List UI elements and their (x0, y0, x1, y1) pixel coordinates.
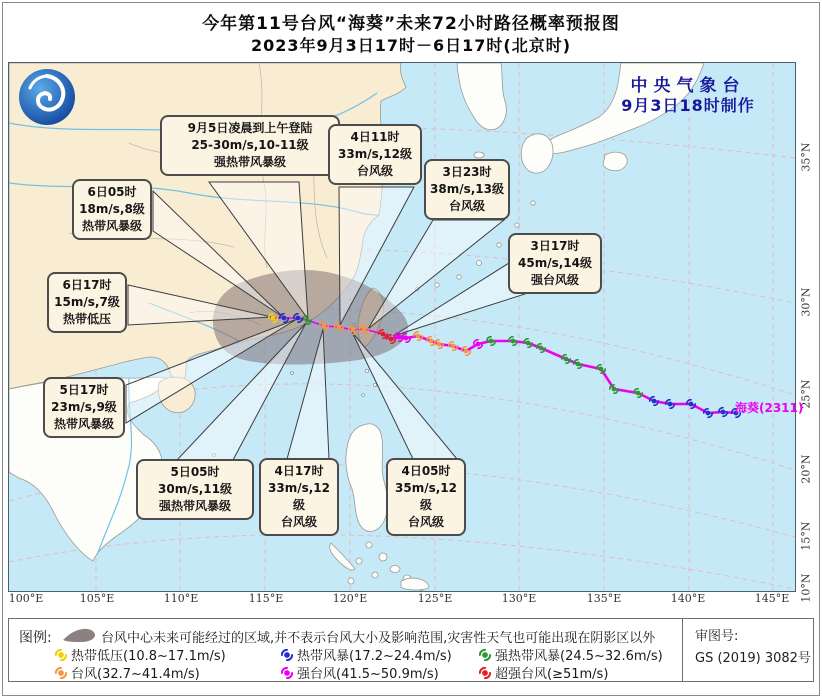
legend-item-ty: 台风(32.7~41.4m/s) (55, 663, 200, 682)
agency-stamp (588, 76, 788, 116)
agency-name: 中央气象台 (630, 76, 746, 96)
ts-icon (281, 649, 293, 661)
legend-item-td: 热带低压(10.8~17.1m/s) (55, 645, 226, 664)
lat-label-25n: 25°N (799, 379, 813, 409)
legend-item-sty: 强台风(41.5~50.9m/s) (281, 663, 439, 682)
review-number: GS (2019) 3082号 (695, 651, 811, 666)
forecast-label-d4h11: 4日11时 33m/s,12级 台风级 (328, 124, 422, 185)
lon-label-120e: 120°E (332, 592, 368, 605)
legend-item-ts: 热带风暴(17.2~24.4m/s) (281, 645, 452, 664)
ty-icon (55, 667, 67, 679)
forecast-label-d6h17: 6日17时 15m/s,7级 热带低压 (47, 272, 127, 333)
lat-label-10n: 10°N (799, 573, 813, 603)
kyushu (521, 134, 553, 173)
lon-label-115e: 115°E (248, 592, 284, 605)
lon-label-110e: 110°E (163, 592, 199, 605)
forecast-label-d4h17: 4日17时 33m/s,12级 台风级 (259, 458, 339, 536)
legend-item-sts: 强热带风暴(24.5~32.6m/s) (479, 645, 663, 664)
sts-icon (479, 649, 491, 661)
lon-label-100e: 100°E (8, 592, 44, 605)
lon-label-135e: 135°E (586, 592, 622, 605)
legend-panel (8, 618, 683, 682)
lat-label-15n: 15°N (799, 521, 813, 551)
cma-logo-icon (16, 66, 78, 128)
lat-label-20n: 20°N (799, 454, 813, 484)
forecast-label-d3h17: 3日17时 45m/s,14级 强台风级 (508, 233, 602, 294)
superty-icon (479, 667, 491, 679)
luzon (346, 424, 388, 532)
korea-peninsula (457, 63, 506, 130)
td-icon (55, 649, 67, 661)
forecast-label-d5h17: 5日17时 23m/s,9级 热带风暴级 (43, 377, 125, 438)
forecast-label-landfall: 9月5日凌晨到上午登陆 25-30m/s,10-11级 强热带风暴级 (160, 115, 340, 176)
typhoon-track-line (383, 334, 736, 413)
forecast-label-d3h23: 3日23时 38m/s,13级 台风级 (424, 159, 510, 220)
map-subtitle: 2023年9月3日17时－6日17时(北京时) (250, 36, 572, 55)
cone-note: 台风中心未来可能经过的区域,并不表示台风大小及影响范围,灾害性天气也可能出现在阴影区以外 (101, 631, 656, 646)
forecast-label-d5h05: 5日05时 30m/s,11级 强热带风暴级 (136, 459, 254, 520)
dongsha-islet (291, 372, 294, 375)
map-review-panel (683, 618, 814, 682)
forecast-label-d4h05: 4日05时 35m/s,12级 台风级 (386, 458, 466, 536)
lon-label-145e: 145°E (754, 592, 790, 605)
shikoku (603, 152, 627, 171)
lat-label-35n: 35°N (799, 142, 813, 172)
issue-time: 9月3日18时制作 (621, 96, 755, 115)
forecast-label-d6h05: 6日05时 18m/s,8级 热带风暴级 (72, 179, 152, 240)
review-label: 审图号: (695, 629, 739, 644)
jeju-island (474, 152, 484, 158)
philippine-islands (330, 542, 429, 591)
lon-label-130e: 130°E (501, 592, 537, 605)
lon-label-140e: 140°E (670, 592, 706, 605)
lat-label-30n: 30°N (799, 287, 813, 317)
typhoon-name-label: 海葵(2311) (735, 401, 804, 415)
legend-item-superty: 超强台风(≥51m/s) (479, 663, 608, 682)
lon-label-125e: 125°E (417, 592, 453, 605)
lon-label-105e: 105°E (79, 592, 115, 605)
legend-caption: 图例: (19, 630, 52, 646)
typhoon-track-layer (269, 314, 741, 418)
cone-icon (61, 626, 97, 644)
sty-icon (281, 667, 293, 679)
map-title: 今年第11号台风“海葵”未来72小时路径概率预报图 (202, 14, 620, 34)
